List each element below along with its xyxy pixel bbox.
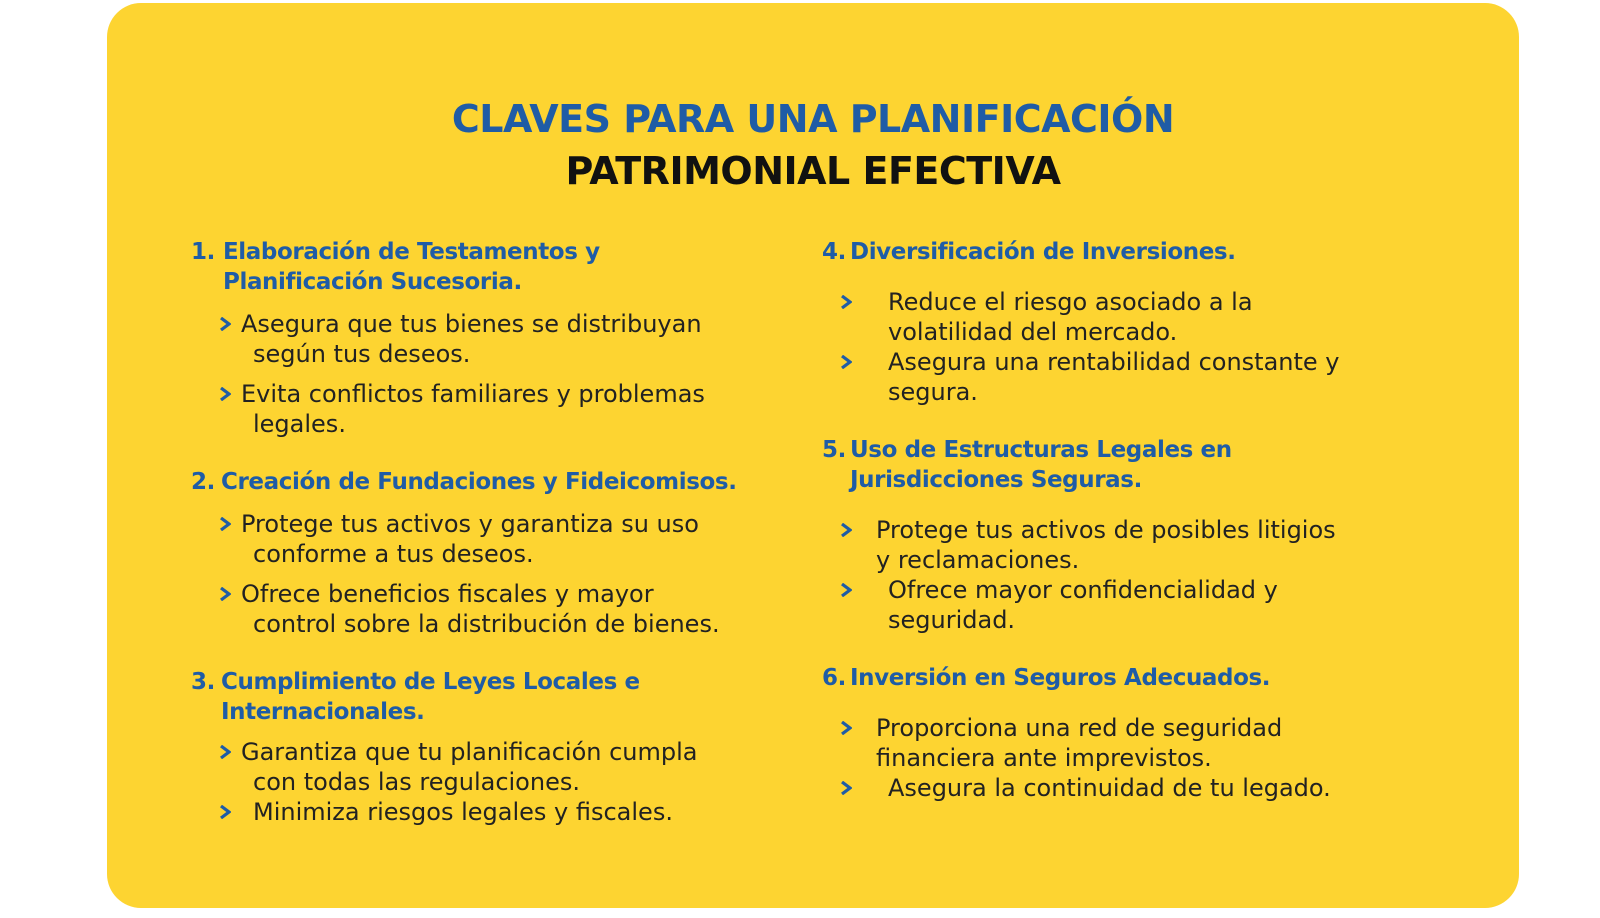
- bullet-text: Ofrece beneficios fiscales y mayor control sobre la distribución de bienes.: [241, 580, 720, 638]
- bullet-text: Protege tus activos de posibles litigios y reclamaciones.: [876, 516, 1336, 574]
- bullet-text: Asegura una rentabilidad constante y segura.: [888, 348, 1340, 406]
- bullet-item: [840, 575, 1340, 635]
- chevron-right-icon: [219, 379, 233, 409]
- item-number: 4.: [822, 239, 846, 265]
- bullet-item: [840, 713, 1340, 773]
- chevron-right-icon: [840, 575, 854, 605]
- key-item-4: [822, 237, 1382, 407]
- chevron-right-icon: [840, 287, 854, 317]
- chevron-right-icon: [840, 347, 854, 377]
- bullet-item: [840, 773, 1340, 803]
- key-item-2: [191, 467, 761, 639]
- bullet-item: [219, 579, 739, 639]
- chevron-right-icon: [219, 509, 233, 539]
- title-line-1: CLAVES PARA UNA PLANIFICACIÓN: [451, 97, 1175, 141]
- bullet-item: [219, 797, 739, 827]
- item-number: 3.: [191, 669, 215, 695]
- bullet-list: [219, 737, 739, 827]
- bullet-item: [219, 309, 739, 369]
- bullet-list: [840, 515, 1340, 635]
- bullet-text: Protege tus activos y garantiza su uso conforme a tus deseos.: [241, 510, 699, 568]
- item-heading: [191, 237, 761, 297]
- item-heading-text: Creación de Fundaciones y Fideicomisos.: [221, 469, 737, 495]
- bullet-text: Garantiza que tu planificación cumpla con todas las regulaciones.: [241, 738, 698, 796]
- bullet-text: Proporciona una red de seguridad financiera ante imprevistos.: [876, 714, 1283, 772]
- key-item-3: [191, 667, 761, 827]
- title-line-2: PATRIMONIAL EFECTIVA: [565, 149, 1061, 193]
- bullet-item: [840, 515, 1340, 575]
- item-heading-text: Cumplimiento de Leyes Locales e Internacionales.: [221, 669, 640, 725]
- bullet-text: Reduce el riesgo asociado a la volatilidad del mercado.: [888, 288, 1253, 346]
- item-number: 6.: [822, 665, 846, 691]
- bullet-list: [219, 309, 739, 439]
- bullet-text: Asegura la continuidad de tu legado.: [888, 774, 1331, 802]
- chevron-right-icon: [840, 713, 854, 743]
- item-heading-text: Uso de Estructuras Legales en Jurisdicciones Seguras.: [850, 437, 1232, 493]
- keys-card: [107, 3, 1519, 908]
- item-heading-text: Inversión en Seguros Adecuados.: [850, 665, 1271, 691]
- key-item-5: [822, 435, 1392, 635]
- bullet-text: Asegura que tus bienes se distribuyan según tus deseos.: [241, 310, 702, 368]
- bullet-item: [840, 347, 1340, 407]
- bullet-list: [840, 287, 1340, 407]
- bullet-item: [219, 509, 739, 569]
- item-heading: [822, 435, 1392, 495]
- key-item-6: [822, 663, 1382, 803]
- chevron-right-icon: [219, 797, 233, 827]
- item-heading-text: Elaboración de Testamentos y Planificación Sucesoria.: [223, 239, 600, 295]
- key-item-1: [191, 237, 761, 439]
- bullet-text: Minimiza riesgos legales y fiscales.: [253, 798, 673, 826]
- item-heading: [822, 237, 1382, 267]
- bullet-item: [219, 737, 739, 797]
- chevron-right-icon: [219, 309, 233, 339]
- item-number: 5.: [822, 437, 846, 463]
- item-heading: [191, 667, 761, 727]
- item-heading: [822, 663, 1382, 693]
- chevron-right-icon: [840, 773, 854, 803]
- item-heading: [191, 467, 761, 497]
- item-heading-text: Diversificación de Inversiones.: [850, 239, 1236, 265]
- bullet-text: Evita conflictos familiares y problemas legales.: [241, 380, 705, 438]
- bullet-item: [219, 379, 739, 439]
- item-number: 2.: [191, 469, 215, 495]
- item-number: 1.: [191, 239, 215, 265]
- bullet-text: Ofrece mayor confidencialidad y seguridad.: [888, 576, 1278, 634]
- chevron-right-icon: [219, 579, 233, 609]
- bullet-item: [840, 287, 1340, 347]
- chevron-right-icon: [840, 515, 854, 545]
- chevron-right-icon: [219, 737, 233, 767]
- bullet-list: [840, 713, 1340, 803]
- bullet-list: [219, 509, 739, 639]
